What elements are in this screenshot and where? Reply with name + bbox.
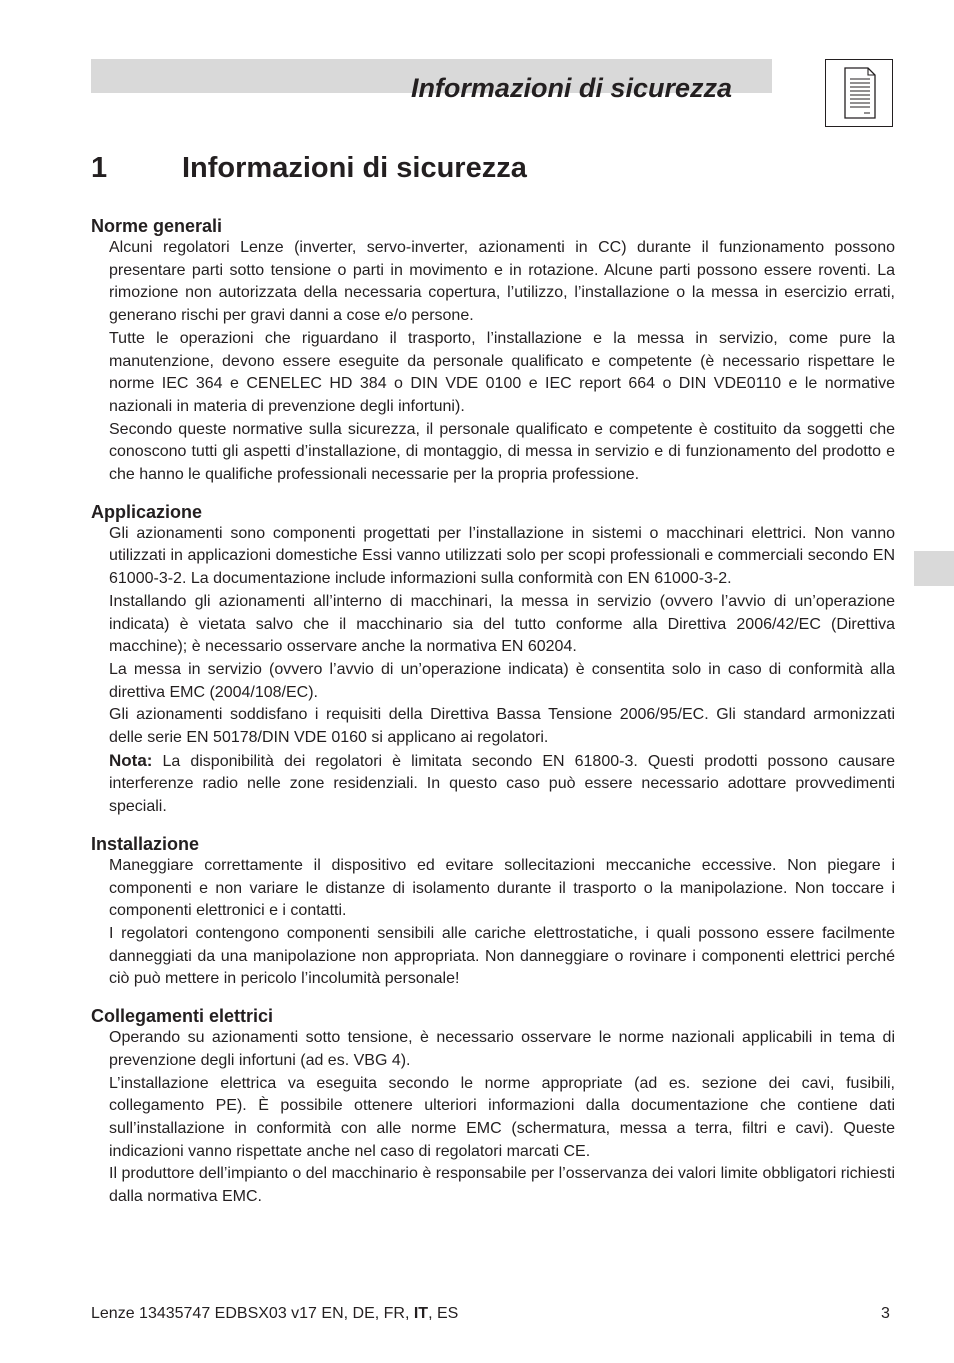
note-paragraph xyxy=(109,750,895,819)
paragraph: Tutte le operazioni che riguardano il trasporto, l’installazione e la messa in servizio, come pure la manutenzione, devono essere eseguite da personale qualificato e competente (è necessario rispettare le norme IEC 364 e CENELEC HD 384 o DIN VDE 0100 e IEC report 664 o DIN VDE0110 e le normative nazionali in materia di prevenzione degli infortuni). xyxy=(109,329,895,415)
footer-lang-after: , ES xyxy=(428,1305,459,1322)
section-number: 1 xyxy=(91,152,108,184)
paragraph: Maneggiare correttamente il dispositivo ed evitare sollecitazioni meccaniche eccessive. Non piegare i componenti e non variare le distanze di isolamento durante il trasporto o la manipolazione. Non toccare i componenti elettronici e i contatti. xyxy=(109,856,895,920)
footer-doc-ref: Lenze 13435747 EDBSX03 v17 EN, DE, FR, xyxy=(91,1305,414,1322)
paragraph: Operando su azionamenti sotto tensione, è necessario osservare le norme nazionali applicabili in tema di prevenzione degli infortuni (ad es. VBG 4). xyxy=(109,1029,895,1069)
heading-installazione: Installazione xyxy=(91,833,200,854)
main-content xyxy=(91,215,895,1209)
document-icon xyxy=(844,67,876,119)
paragraph: Alcuni regolatori Lenze (inverter, servo-inverter, azionamenti in CC) durante il funzionamento possono presentare parti sotto tensione o parti in movimento e in rotazione. Alcune parti possono essere roventi. La rimozione non autorizzata della necessaria copertura, l’utilizzo, l’installazione o la messa in esercizio errati, generano rischi per gravi danni a cose e/o persone. xyxy=(109,239,895,325)
footer-current-language: IT xyxy=(413,1305,429,1322)
heading-norme-generali: Norme generali xyxy=(91,216,223,236)
paragraph: Secondo queste normative sulla sicurezza, il personale qualificato e competente è costituito da soggetti che conoscono tutti gli aspetti d’installazione, di montaggio, di messa in servizio e di funzionamento del prodotto e che hanno le qualifiche professionali necessarie per la propria professione. xyxy=(109,420,895,484)
document-icon-box xyxy=(825,59,893,127)
paragraph: Il produttore dell’impianto o del macchinario è responsabile per l’osservanza dei valori limite obbligatori richiesti dalla normativa EMC. xyxy=(109,1165,895,1206)
paragraph: L’installazione elettrica va eseguita secondo le norme appropriate (ad es. sezione dei cavi, fusibili, collegamento PE). È possibile ottenere ulteriori informazioni dalla documentazione che contiene dati sull’installazione in conformità con alle norme EMC (schermatura, messa a terra, filtri e cavi). Queste indicazioni vanno rispettate anche nel caso di regolatori marcati CE. xyxy=(109,1074,895,1160)
note-label: Nota: xyxy=(109,750,153,770)
paragraph: Gli azionamenti soddisfano i requisiti della Direttiva Bassa Tensione 2006/95/EC. Gli standard armonizzati delle serie EN 50178/DIN VDE 0160 si applicano ai regolatori. xyxy=(109,706,895,747)
heading-collegamenti-elettrici: Collegamenti elettrici xyxy=(91,1006,274,1027)
side-thumb-tab xyxy=(914,551,954,586)
note-text: La disponibilità dei regolatori è limitata secondo EN 61800-3. Questi prodotti possono causare interferenze radio nelle zone residenziali. In questo caso può essere necessario adottare provvedimenti speciali. xyxy=(109,752,895,816)
heading-applicazione: Applicazione xyxy=(91,501,203,522)
running-header-title: Informazioni di sicurezza xyxy=(410,73,732,103)
footer-doc-reference xyxy=(91,1305,458,1323)
paragraph: La messa in servizio (ovvero l’avvio di un’operazione indicata) è consentita solo in caso di conformità alla direttiva EMC (2004/108/EC). xyxy=(109,660,895,701)
section-title: Informazioni di sicurezza xyxy=(182,152,527,184)
paragraph: Gli azionamenti sono componenti progettati per l’installazione in sistemi o macchinari elettrici. Non vanno utilizzati in applicazioni domestiche Essi vanno utilizzati solo per scopi professionali e commerciali secondo EN 61000-3-2. La documentazione include informazioni sulla conformità con EN 61000-3-2. xyxy=(109,524,895,588)
paragraph: Installando gli azionamenti all’interno di macchinari, la messa in servizio (ovvero l’avvio di un’operazione indicata) è vietata salvo che il macchinario sia del tutto conforme alla Direttiva 2006/42/EC (Direttiva macchine); è necessario osservare anche la normativa EN 60204. xyxy=(109,592,895,656)
paragraph: I regolatori contengono componenti sensibili alle cariche elettrostatiche, i quali possono essere facilmente danneggiati da una manipolazione non appropriata. Non danneggiare o rovinare i componenti elettrici perché ciò può mettere in pericolo l’incolumità personale! xyxy=(109,924,895,988)
page-number: 3 xyxy=(881,1305,890,1322)
